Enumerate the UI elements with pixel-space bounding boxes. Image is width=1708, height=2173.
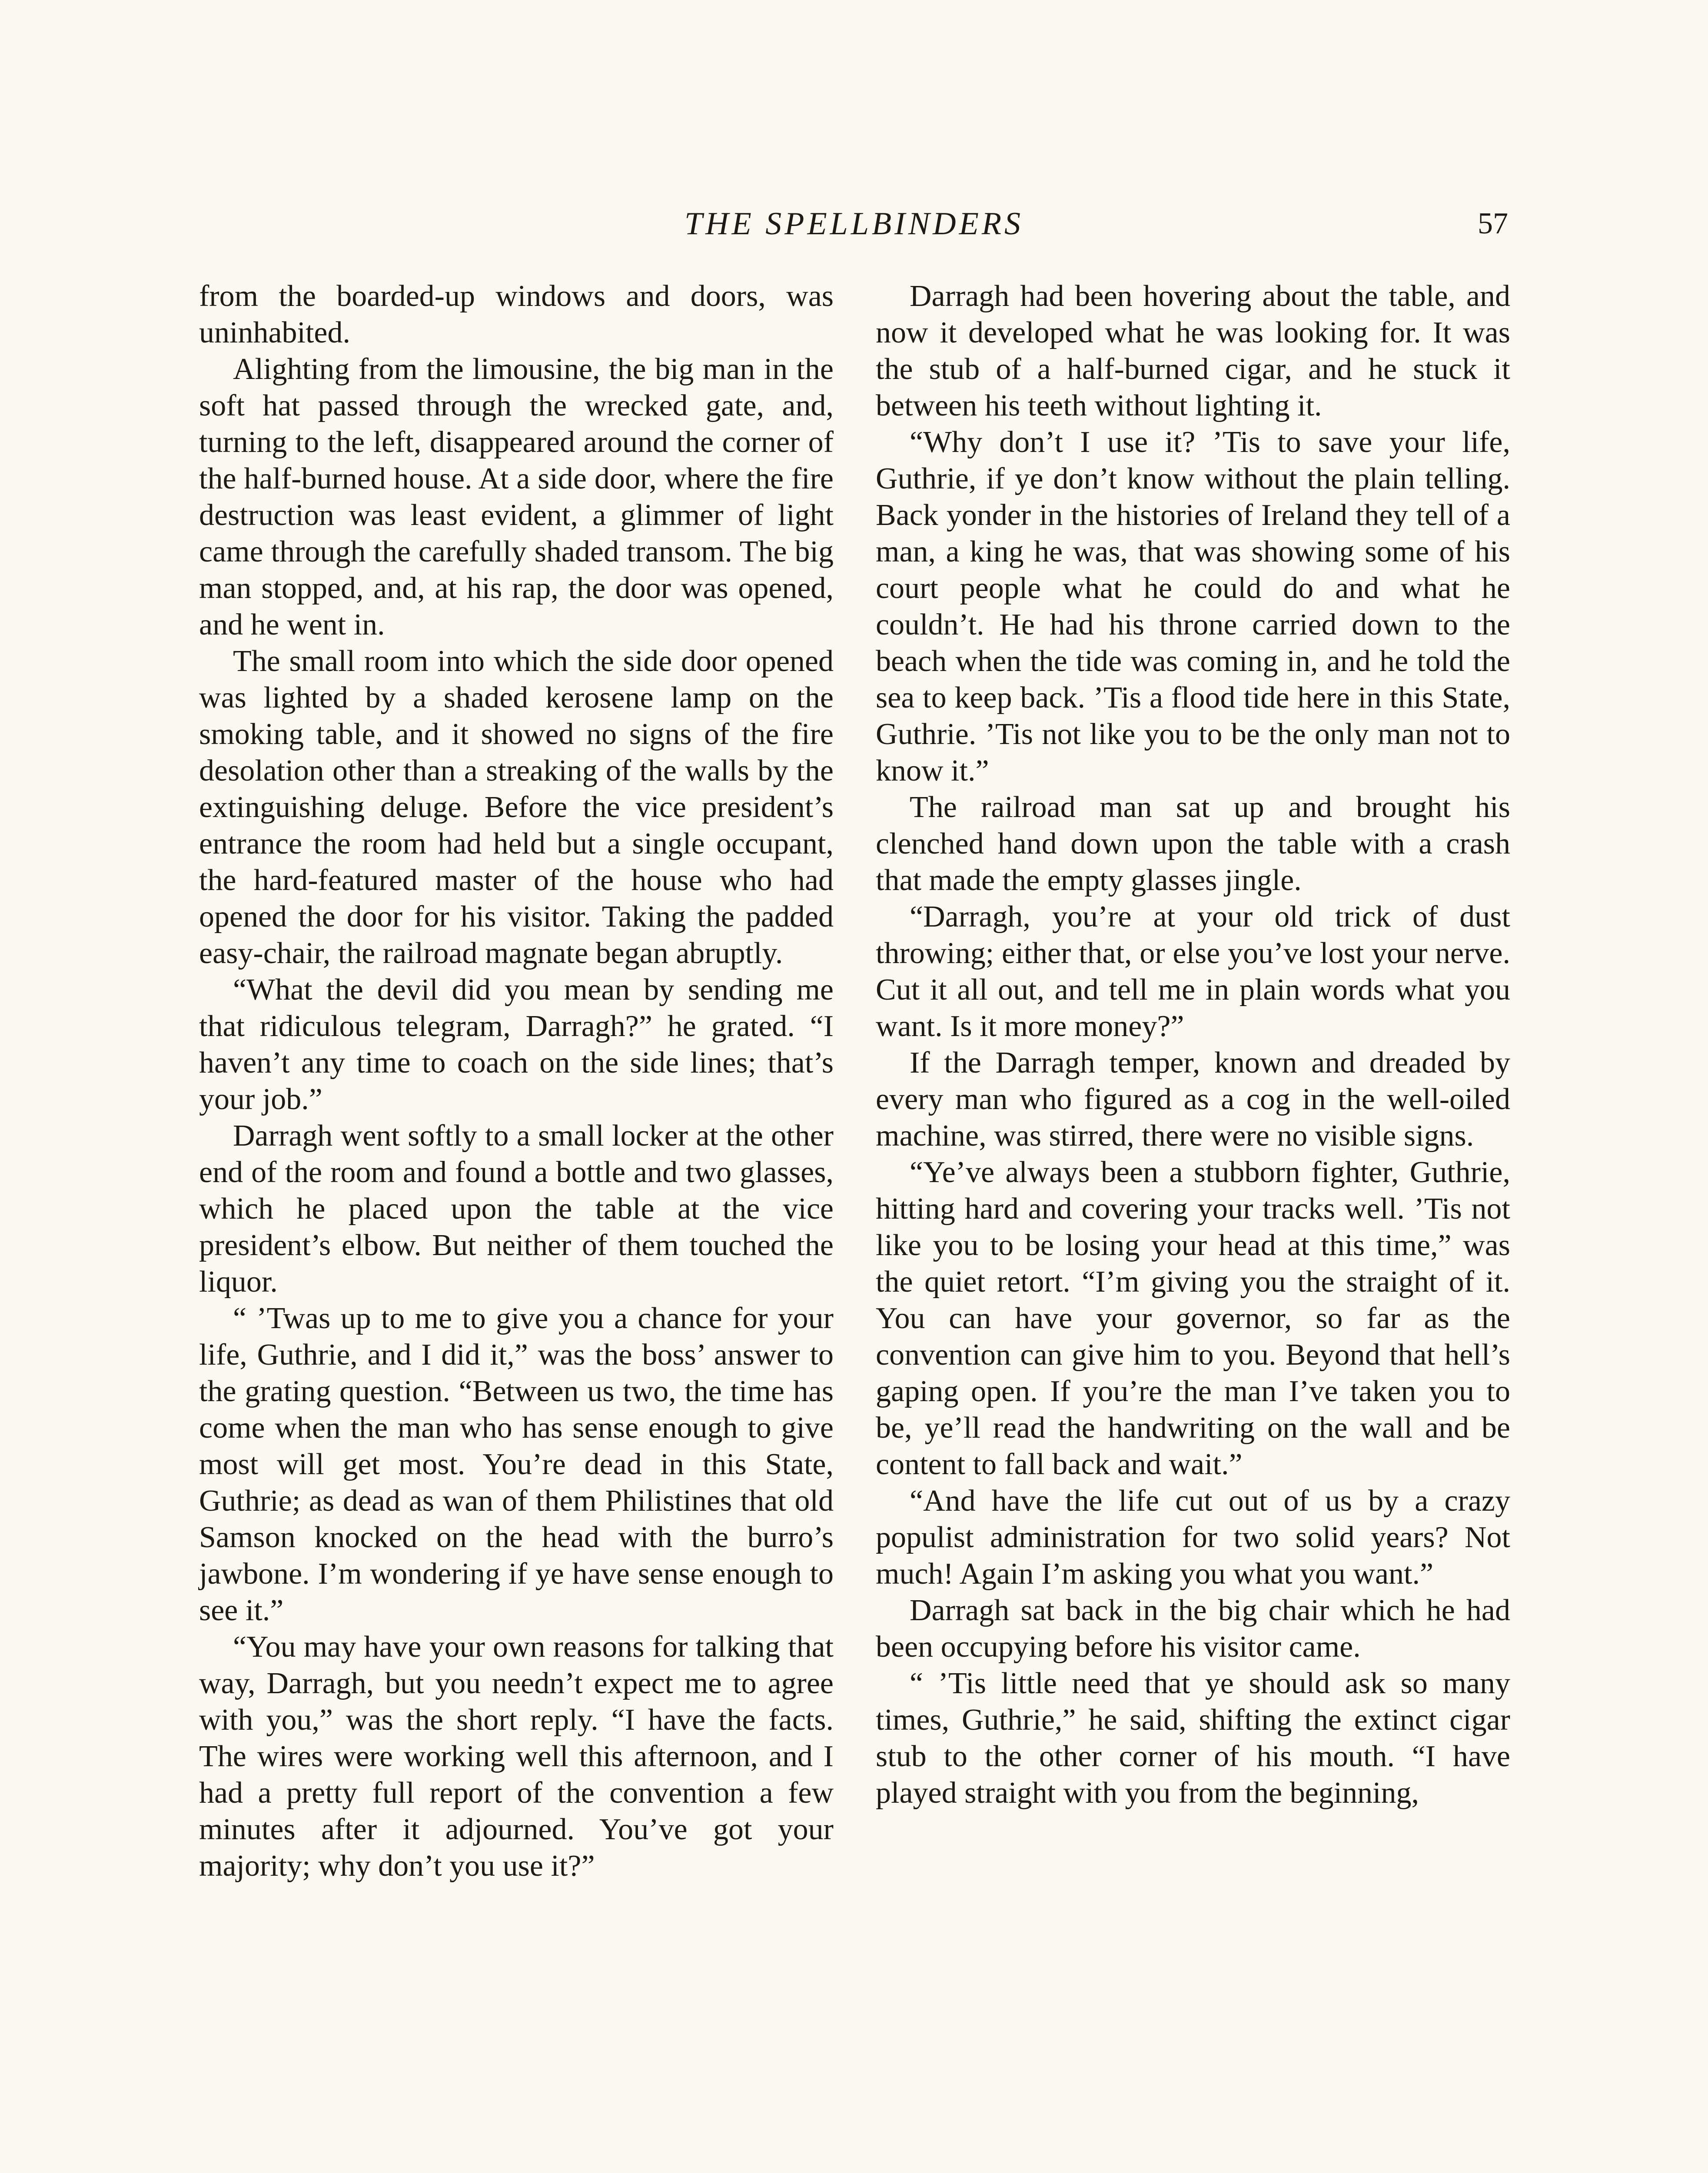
paragraph: The railroad man sat up and brought his clenched hand down upon the table with a crash that made the empty glasses jingle. <box>876 791 1510 897</box>
paragraph: Alighting from the limousine, the big man in the soft hat passed through the wrecked gate, and, turning to the left, disappeared around the corner of the half-burned house. At a side door, where the fire destruction was least evident, a glimmer of light came through the carefully shaded transom. The big man stopped, and, at his rap, the door was opened, and he went in. <box>199 352 834 641</box>
paragraph: The small room into which the side door opened was lighted by a shaded kerosene lamp on the smoking table, and it showed no signs of the fire desolation other than a streaking of the walls by the extinguishing deluge. Before the vice president’s entrance the room had held but a single occupant, the hard-featured master of the house who had opened the door for his visitor. Taking the padded easy-chair, the railroad magnate began abruptly. <box>199 645 834 970</box>
paragraph: “And have the life cut out of us by a crazy populist administration for two solid years? Not much! Again I’m asking you what you want.” <box>876 1484 1510 1591</box>
paragraph: “Darragh, you’re at your old trick of dust throwing; either that, or else you’ve lost your nerve. Cut it all out, and tell me in plain words what you want. Is it more money?” <box>876 900 1510 1043</box>
page-number: 57 <box>1478 207 1508 240</box>
paragraph: “You may have your own reasons for talking that way, Darragh, but you needn’t expect me to agree with you,” was the short reply. “I have the facts. The wires were working well this afternoon, and I had a pretty full report of the convention a few minutes after it adjourned. You’ve got your majority; why don’t you use it?” <box>199 1630 834 1883</box>
paragraph: “What the devil did you mean by sending me that ridiculous telegram, Darragh?” he grated. “I haven’t any time to coach on the side lines; that’s your job.” <box>199 973 834 1116</box>
paragraph: from the boarded-up windows and doors, was uninhabited. <box>199 279 834 349</box>
paragraph: “ ’Tis little need that ye should ask so many times, Guthrie,” he said, shifting the extinct cigar stub to the other corner of his mouth. “I have played straight with you from the beginning, <box>876 1667 1510 1810</box>
paragraph: “Ye’ve always been a stubborn fighter, Guthrie, hitting hard and covering your tracks well. ’Tis not like you to be losing your head at this time,” was the quiet retort. “I’m giving you the straight of it. You can have your governor, so far as the convention can give him to you. Beyond that hell’s gaping open. If you’re the man I’ve taken you to be, ye’ll read the handwriting on the wall and be content to fall back and wait.” <box>876 1156 1510 1481</box>
running-title: THE SPELLBINDERS <box>684 206 1024 242</box>
paragraph: “Why don’t I use it? ’Tis to save your life, Guthrie, if ye don’t know without the plain telling. Back yonder in the histories of Ireland they tell of a man, a king he was, that was showing some of his court people what he could do and what he couldn’t. He had his throne carried down to the beach when the tide was coming in, and he told the sea to keep back. ’Tis a flood tide here in this State, Guthrie. ’Tis not like you to be the only man not to know it.” <box>876 425 1510 787</box>
left-column <box>199 278 834 1884</box>
paragraph: Darragh went softly to a small locker at the other end of the room and found a bottle and two glasses, which he placed upon the table at the vice president’s elbow. But neither of them touched the liquor. <box>199 1119 834 1299</box>
paragraph: Darragh had been hovering about the table, and now it developed what he was looking for. It was the stub of a half-burned cigar, and he stuck it between his teeth without lighting it. <box>876 279 1510 422</box>
right-column <box>876 278 1510 1811</box>
paragraph: “ ’Twas up to me to give you a chance for your life, Guthrie, and I did it,” was the boss’ answer to the grating question. “Between us two, the time has come when the man who has sense enough to give most will get most. You’re dead in this State, Guthrie; as dead as wan of them Philistines that old Samson knocked on the head with the burro’s jawbone. I’m wondering if ye have sense enough to see it.” <box>199 1302 834 1627</box>
page-header <box>200 198 1508 250</box>
paragraph: If the Darragh temper, known and dreaded by every man who figured as a cog in the well-oiled machine, was stirred, there were no visible signs. <box>876 1046 1510 1153</box>
paragraph: Darragh sat back in the big chair which he had been occupying before his visitor came. <box>876 1594 1510 1664</box>
